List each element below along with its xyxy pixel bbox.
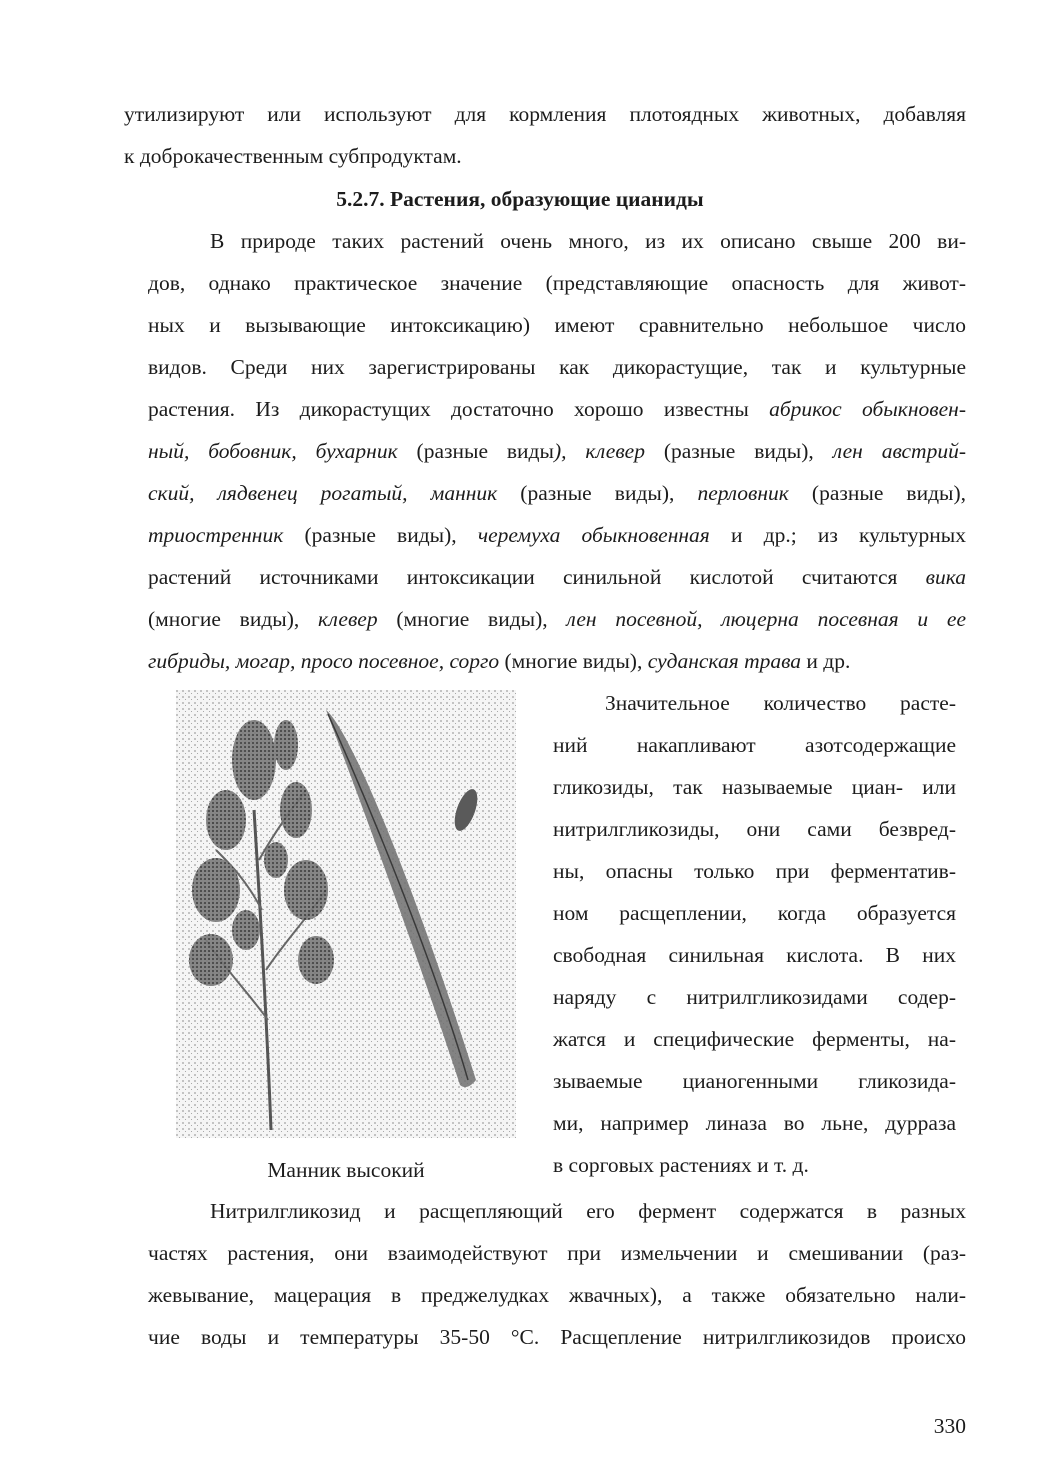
page-number: 330: [933, 1414, 966, 1438]
section-heading: 5.2.7. Растения, образующие цианиды: [336, 187, 704, 211]
text-line: ный, бобовник, бухарник (разные виды), клевер (разные виды), лен австрий-: [148, 439, 966, 463]
plant-illustration: [176, 690, 516, 1138]
text-line: растения. Из дикорастущих достаточно хорошо известны абрикос обыкновен-: [148, 397, 966, 421]
text-line: ний накапливают азотсодержащие: [553, 733, 956, 757]
text-line: частях растения, они взаимодействуют при измельчении и смешивании (раз-: [148, 1241, 966, 1265]
text-line: ский, лядвенец рогатый, манник (разные виды), перловник (разные виды),: [148, 481, 967, 505]
text-line: ных и вызывающие интоксикацию) имеют сравнительно небольшое число: [148, 313, 966, 337]
text-line: (многие виды), клевер (многие виды), лен посевной, люцерна посевная и ее: [148, 607, 967, 631]
text-line: видов. Среди них зарегистрированы как дикорастущие, так и культурные: [148, 355, 966, 379]
figure-caption: Манник высокий: [267, 1158, 425, 1182]
text-line: ми, например линаза во льне, дурраза: [553, 1111, 956, 1135]
text-line: гибриды, могар, просо посевное, сорго (многие виды), суданская трава и др.: [148, 649, 851, 673]
text-line: В природе таких растений очень много, из их описано свыше 200 ви-: [210, 229, 966, 253]
text-line: нитрилгликозиды, они сами безвред-: [553, 817, 956, 841]
text-line: дов, однако практическое значение (представляющие опасность для живот-: [148, 271, 966, 295]
text-line: растений источниками интоксикации синильной кислотой считаются вика: [148, 565, 966, 589]
text-line: утилизируют или используют для кормления плотоядных животных, добавляя: [124, 102, 966, 126]
text-line: в сорговых растениях и т. д.: [553, 1153, 809, 1177]
text-line: жатся и специфические ферменты, на-: [553, 1027, 956, 1051]
text-line: Значительное количество расте-: [605, 691, 956, 715]
text-line: гликозиды, так называемые циан- или: [553, 775, 956, 799]
text-line: ны, опасны только при ферментатив-: [553, 859, 956, 883]
text-line: свободная синильная кислота. В них: [553, 943, 956, 967]
text-line: триостренник (разные виды), черемуха обыкновенная и др.; из культурных: [148, 523, 966, 547]
text-line: наряду с нитрилгликозидами содер-: [553, 985, 956, 1009]
text-line: жевывание, мацерация в преджелудках жвачных), а также обязательно нали-: [148, 1283, 966, 1307]
text-line: Нитрилгликозид и расщепляющий его фермент содержатся в разных: [210, 1199, 966, 1223]
text-line: ном расщеплении, когда образуется: [553, 901, 956, 925]
text-line: чие воды и температуры 35-50 °С. Расщепление нитрилгликозидов происхо: [148, 1325, 966, 1349]
text-line: зываемые цианогенными гликозида-: [553, 1069, 956, 1093]
text-line: к доброкачественным субпродуктам.: [124, 144, 462, 168]
manna-grass-drawing: [176, 690, 516, 1138]
